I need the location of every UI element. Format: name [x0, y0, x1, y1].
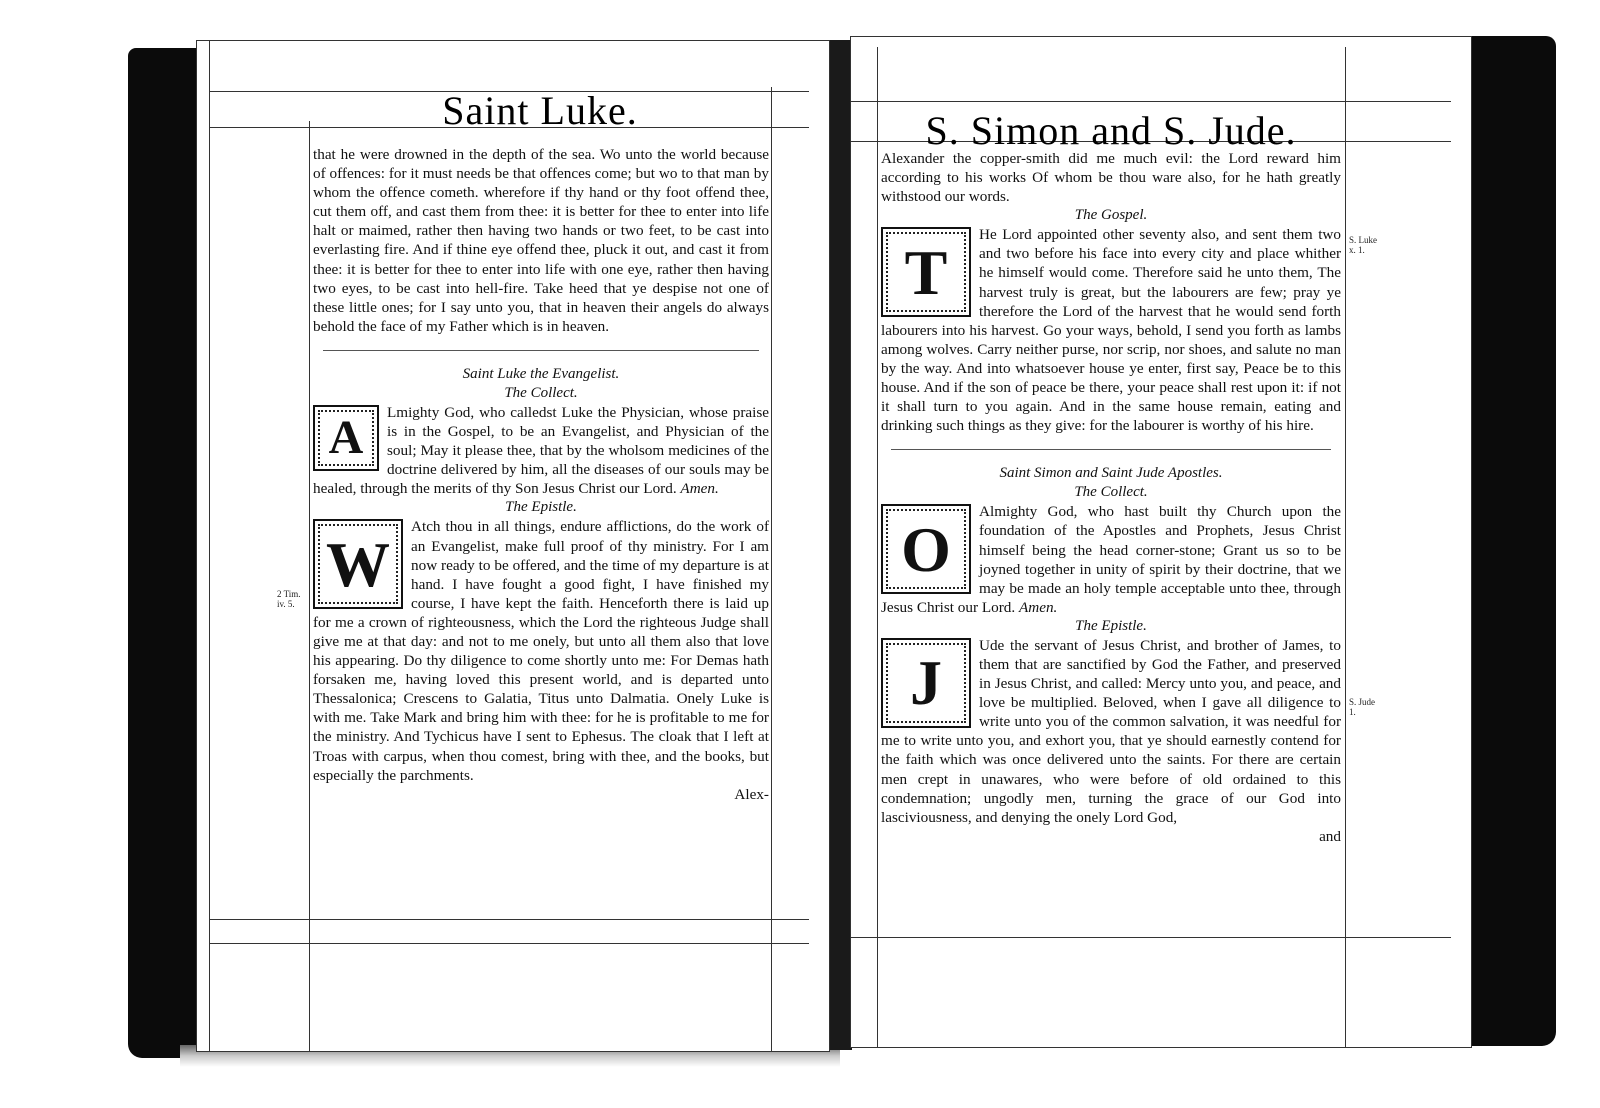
book-edge-right: [1468, 36, 1556, 1046]
right-page: [850, 36, 1472, 1048]
epistle-text: Ude the servant of Jesus Christ, and brother of James, to them that are sanctified by God the Father, and preserved in Jesus Christ, and called: Mercy unto you, and peace, and love be multiplied. Beloved, when I gave all diligence to write unto you of the common salvation, it was needful for me to write unto you, and exhort you, that ye should earnestly contend for the faith which was once delivered unto the saints. For there are certain men crept in unawares, who were before of old ordained to this condemnation; ungodly men, turning the grace of our God into lasciviousness, and denying the onely Lord God,: [881, 636, 1341, 826]
frame-rule: [851, 101, 1451, 102]
epistle-text: Atch thou in all things, endure afflictions, do the work of an Evangelist, make full proof of thy ministry. For I am now ready to be offered, and the time of my departure is at hand. I have fought a good fight, I have finished my course, I have kept the faith. Henceforth there is laid up for me a crown of righteousness, which the Lord the righteous Judge shall give me at that day: and not to me onely, but unto all them also that love his appearing. Do thy diligence to come shortly unto me: For Demas hath forsaken me, having loved this present world, and is departed unto Thessalonica; Crescens to Galatia, Titus unto Dalmatia. Onely Luke is with me. Take Mark and bring him with thee: for he is profitable to me for the ministry. And Tychicus have I sent to Ephesus. The cloak that I left at Troas with carpus, when thou comest, bring with thee, and the books, but especially the parchments.: [313, 518, 769, 784]
collect-paragraph: [313, 403, 769, 498]
page-title: Saint Luke.: [442, 88, 638, 133]
section-heading: Saint Luke the Evangelist.: [462, 365, 620, 382]
margin-reference: S. Luke x. 1.: [1349, 235, 1377, 255]
epistle-heading: The Epistle.: [1075, 617, 1147, 634]
amen-text: Amen.: [680, 480, 719, 498]
section-divider: [891, 449, 1331, 450]
catchword: and: [1319, 827, 1341, 845]
epistle-paragraph: [881, 636, 1341, 827]
amen-text: Amen.: [1018, 598, 1058, 616]
margin-reference: 2 Tim. iv. 5.: [277, 589, 301, 609]
collect-heading: The Collect.: [1074, 484, 1148, 501]
frame-rule: [209, 919, 809, 920]
frame-rule: [771, 87, 772, 1051]
collect-text: Almighty God, who hast built thy Church upon the foundation of the Apostles and Prophets, Jesus Christ himself being the head corner-stone; Grant us so to be joyned together in unity of spirit by their doctrine, that we may be made an holy temple acceptable unto thee, through Jesus Christ our Lord.: [881, 503, 1341, 616]
continued-text: Alexander the copper-smith did me much evil: the Lord reward him according to his works Of whom be thou ware also, for he hath greatly withstood our words.: [881, 150, 1341, 206]
gospel-text: He Lord appointed other seventy also, and sent them two and two before his face into every city and place whither he himself would come. Therefore said he unto them, The harvest truly is great, but the labourers are few; pray ye therefore the Lord of the harvest that he would send forth labourers into his harvest. Go your ways, behold, I send you forth as lambs among wolves. Carry neither purse, nor scrip, nor shoes, and salute no man by the way. And into whatsoever house ye enter, first say, Peace be to this house. And if the son of peace be there, your peace shall rest upon it: if not it shall turn to you again. And in the same house remain, eating and drinking such things as they give: for the labourer is worthy of his hire.: [881, 226, 1341, 435]
decorated-initial-w: W: [313, 519, 403, 609]
decorated-initial-a: A: [313, 405, 379, 471]
epistle-paragraph: [313, 517, 769, 784]
frame-rule: [309, 121, 310, 1051]
catchword: Alex-: [734, 785, 769, 803]
epistle-heading: The Epistle.: [505, 499, 577, 516]
decorated-initial-o: O: [881, 504, 971, 594]
collect-heading: The Collect.: [504, 384, 578, 401]
right-text-column: [881, 149, 1341, 846]
frame-rule: [877, 47, 878, 1047]
section-divider: [323, 350, 759, 351]
gospel-paragraph: [881, 225, 1341, 435]
left-page: [196, 40, 830, 1052]
decorated-initial-j: J: [881, 638, 971, 728]
section-heading: Saint Simon and Saint Jude Apostles.: [999, 465, 1223, 482]
book-edge-left: [128, 48, 198, 1058]
gospel-heading: The Gospel.: [1074, 207, 1148, 224]
left-text-column: [313, 145, 769, 804]
frame-rule: [209, 41, 210, 1051]
continued-text: that he were drowned in the depth of the sea. Wo unto the world because of offences: for it must needs be that offences come; but wo to that man by whom the offence cometh. wherefore if thy hand or thy foot offend thee, cut them off, and cast them from thee: it is better for thee to enter into life halt or maimed, rather then having two hands or two feet, to be cast into everlasting fire. And if thine eye offend thee, pluck it out, and cast it from thee: it is better for thee to enter into life with one eye, rather then having two eyes, to be cast into hell-fire. Take heed that ye despise not one of these little ones; for I say unto you, that in heaven their angels do always behold the face of my Father which is in heaven.: [313, 146, 769, 335]
frame-rule: [209, 943, 809, 944]
margin-reference: S. Jude 1.: [1349, 697, 1376, 717]
frame-rule: [1345, 47, 1346, 1047]
collect-paragraph: [881, 502, 1341, 617]
book-spine: [830, 40, 852, 1050]
frame-rule: [851, 937, 1451, 938]
collect-text: Lmighty God, who calledst Luke the Physician, whose praise is in the Gospel, to be an Evangelist, and Physician of the soul; May it please thee, that by the wholsom medicines of the doctrine delivered by him, all the diseases of our souls may be healed, through the merits of thy Son Jesus Christ our Lord.: [313, 403, 769, 498]
decorated-initial-t: T: [881, 227, 971, 317]
page-title: S. Simon and S. Jude.: [925, 108, 1297, 153]
